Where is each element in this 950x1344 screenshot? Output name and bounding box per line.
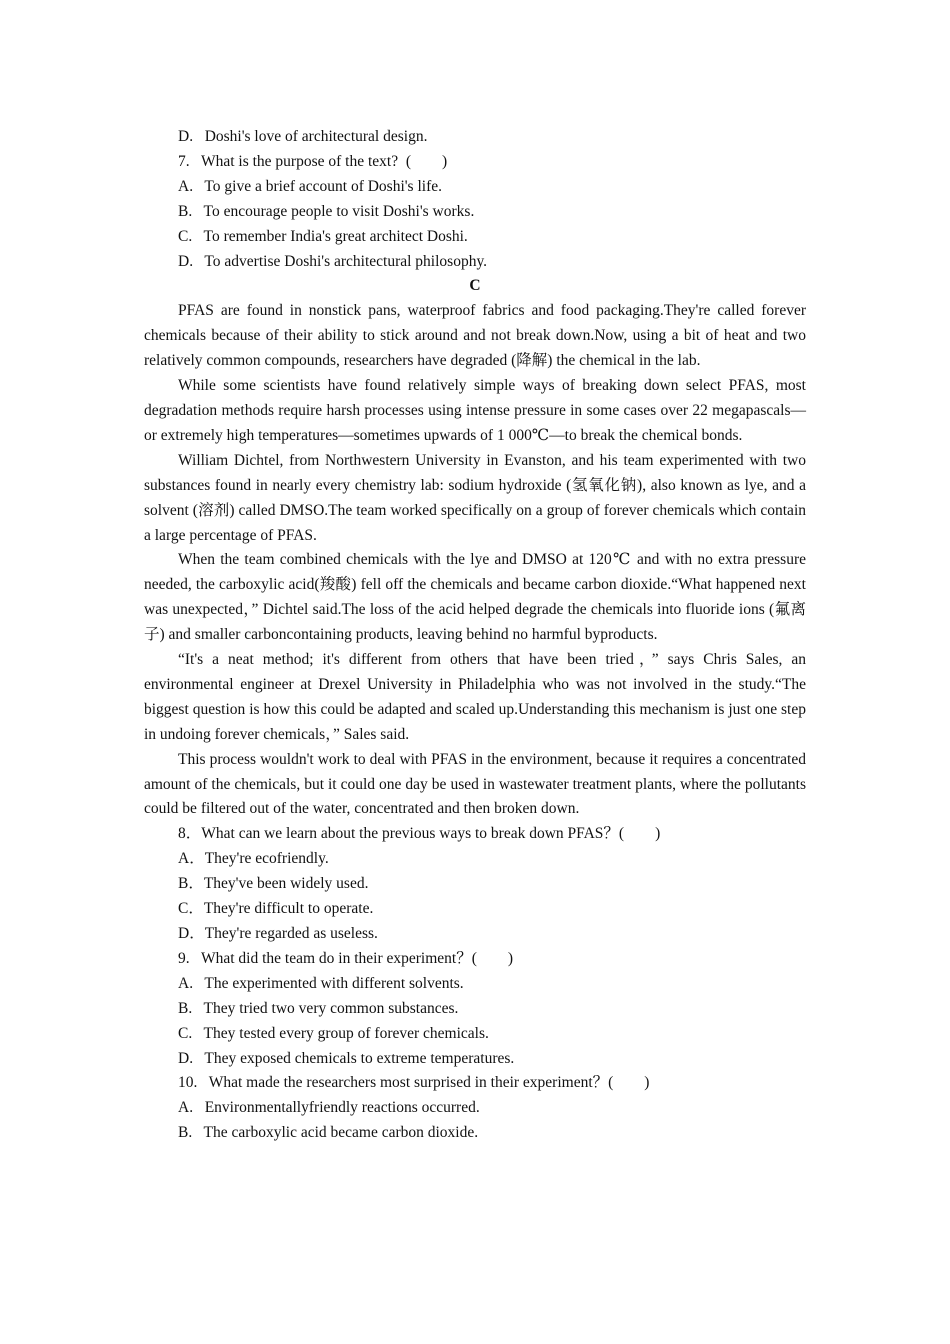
document-page xyxy=(144,125,806,1146)
question-7-option-a: A. To give a brief account of Doshi's life. xyxy=(178,177,442,195)
question-8-option-d: D．They're regarded as useless. xyxy=(178,925,378,942)
passage-paragraph-4: When the team combined chemicals with the lye and DMSO at 120℃ and with no extra pressure needed, the carboxylic acid(羧酸) fell off the chemicals and became carbon dioxide.“What happened next was unexpected，” Dichtel said.The loss of the acid helped degrade the chemicals into fluoride ions (氟离子) and smaller carboncontaining products, leaving behind no harmful byproducts. xyxy=(144,551,806,644)
passage-paragraph-3: William Dichtel, from Northwestern University in Evanston, and his team experimented with two substances found in nearly every chemistry lab: sodium hydroxide (氢氧化钠), also known as lye, and a solvent (溶剂) called DMSO.The team worked specifically on a group of forever chemicals which contain a large percentage of PFAS. xyxy=(144,451,806,544)
passage-paragraph-5: “It's a neat method; it's different from others that have been tried，” says Chris Sales, an environmental engineer at Drexel University in Philadelphia who was not involved in the study.“The biggest question is how this could be adapted and scaled up.Understanding this mechanism is just one step in undoing forever chemicals，” Sales said. xyxy=(144,651,806,743)
question-9-stem: 9. What did the team do in their experiment？( ) xyxy=(178,949,514,967)
passage-paragraph-6: This process wouldn't work to deal with PFAS in the environment, because it requires a concentrated amount of the chemicals, but it could one day be used in wastewater treatment plants, where the pollutants could be filtered out of the water, concentrated and then broken down. xyxy=(144,750,806,818)
question-8-option-a: A．They're ecofriendly. xyxy=(178,850,329,868)
question-9-option-a: A. The experimented with different solvents. xyxy=(178,974,464,992)
question-7-stem: 7. What is the purpose of the text? ( ) xyxy=(178,152,448,170)
passage-paragraph-2: While some scientists have found relatively simple ways of breaking down select PFAS, most degradation methods require harsh processes using intense pressure in some cases over 22 megapascals—or extremely high temperatures—sometimes upwards of 1 000℃—to break the chemical bonds. xyxy=(144,377,806,444)
question-7-option-c: C. To remember India's great architect Doshi. xyxy=(178,227,468,245)
question-9-option-c: C. They tested every group of forever chemicals. xyxy=(178,1024,489,1042)
prev-question-option-d: D. Doshi's love of architectural design. xyxy=(178,128,428,145)
question-9-option-d: D. They exposed chemicals to extreme temperatures. xyxy=(178,1049,515,1067)
question-8-option-b: B．They've been widely used. xyxy=(178,875,369,893)
question-9-option-b: B. They tried two very common substances. xyxy=(178,999,459,1017)
question-10-option-b: B. The carboxylic acid became carbon dioxide. xyxy=(178,1124,479,1142)
passage-paragraph-1: PFAS are found in nonstick pans, waterproof fabrics and food packaging.They're called forever chemicals because of their ability to stick around and not break down.Now, using a bit of heat and two relatively common compounds, researchers have degraded (降解) the chemical in the lab. xyxy=(144,302,806,370)
question-8-option-c: C．They're difficult to operate. xyxy=(178,900,374,918)
question-8-stem: 8．What can we learn about the previous ways to break down PFAS？( ) xyxy=(178,825,661,843)
passage-c-title: C xyxy=(469,277,481,295)
question-7-option-b: B. To encourage people to visit Doshi's works. xyxy=(178,202,475,220)
question-10-option-a: A. Environmentallyfriendly reactions occurred. xyxy=(178,1099,480,1117)
question-10-stem: 10. What made the researchers most surprised in their experiment？( ) xyxy=(178,1074,650,1092)
question-7-option-d: D. To advertise Doshi's architectural philosophy. xyxy=(178,252,488,270)
